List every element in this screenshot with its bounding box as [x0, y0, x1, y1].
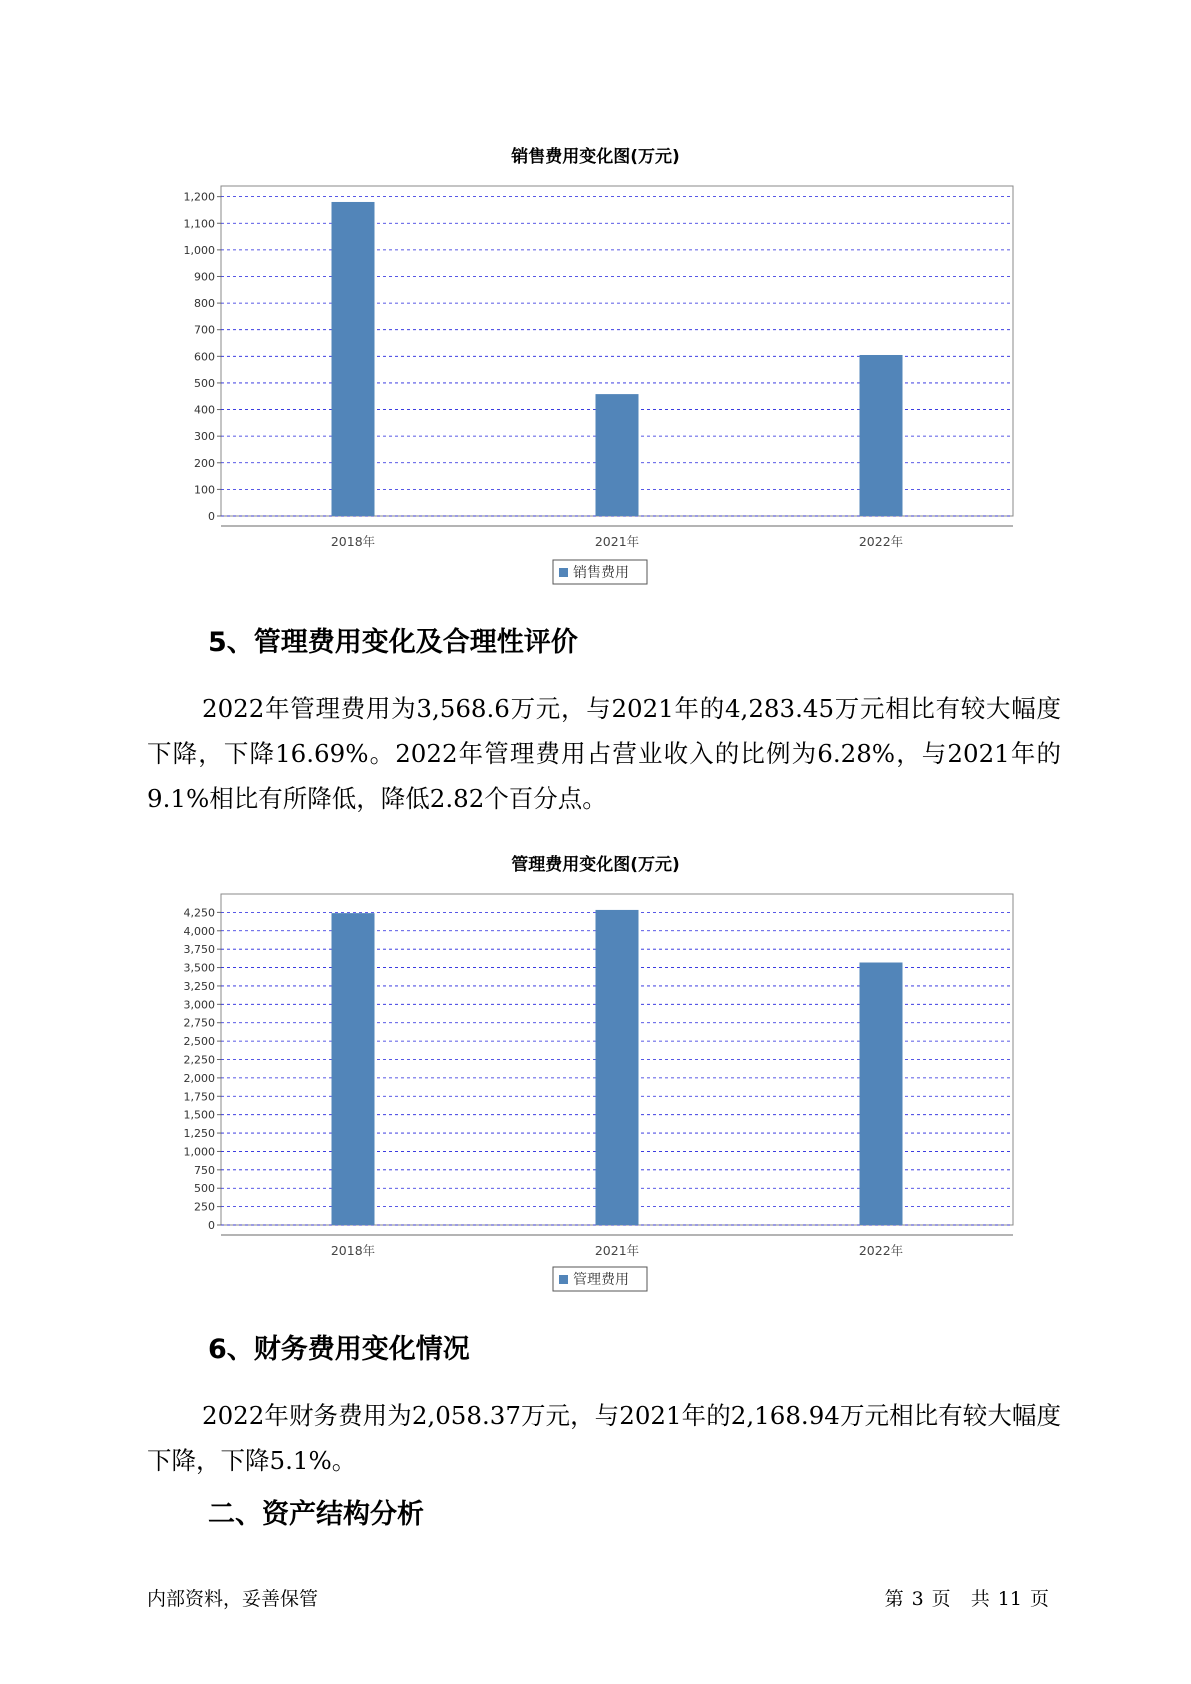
y-tick-label: 300	[194, 430, 215, 444]
footer-confidential: 内部资料，妥善保管	[147, 1588, 319, 1610]
y-tick-label: 1,250	[183, 1127, 215, 1141]
y-tick-label: 900	[194, 270, 215, 284]
section-6-text: 2022年财务费用为2,058.37万元，与2021年的2,168.94万元相比有较大幅度下降，下降5.1%。	[147, 1401, 1061, 1475]
y-tick-label: 3,750	[183, 943, 215, 957]
y-tick-label: 1,000	[183, 1145, 215, 1159]
y-tick-label: 500	[194, 1182, 215, 1196]
chart-title-admin: 管理费用变化图(万元)	[511, 855, 680, 875]
y-tick-label: 400	[194, 403, 215, 417]
y-tick-label: 800	[194, 297, 215, 311]
admin-expense-chart	[0, 878, 1191, 1308]
legend-label: 销售费用	[573, 565, 629, 581]
y-tick-label: 1,750	[183, 1090, 215, 1104]
page-prefix: 第	[884, 1588, 904, 1610]
y-tick-label: 2,500	[183, 1035, 215, 1049]
bar	[596, 394, 639, 516]
y-tick-label: 750	[194, 1163, 215, 1177]
y-tick-label: 3,000	[183, 998, 215, 1012]
total-unit: 页	[1029, 1588, 1049, 1610]
page-unit: 页	[931, 1588, 951, 1610]
bar	[596, 910, 639, 1225]
y-tick-label: 200	[194, 456, 215, 470]
y-tick-label: 1,200	[183, 190, 215, 204]
total-prefix: 共	[970, 1588, 990, 1610]
legend-swatch	[559, 1275, 568, 1284]
y-tick-label: 1,100	[183, 217, 215, 231]
page-number: 3	[911, 1588, 924, 1610]
legend-swatch	[559, 568, 568, 577]
y-tick-label: 3,500	[183, 961, 215, 975]
bar	[332, 202, 375, 516]
footer-page-number	[881, 1584, 1053, 1611]
y-tick-label: 600	[194, 350, 215, 364]
x-tick-label: 2018年	[330, 1243, 376, 1258]
section-6-paragraph	[147, 1393, 1061, 1483]
section-heading-assets: 二、资产结构分析	[208, 1499, 424, 1530]
bar	[860, 963, 903, 1225]
section-heading-6: 6、财务费用变化情况	[208, 1334, 470, 1365]
chart-title-sales: 销售费用变化图(万元)	[511, 147, 680, 167]
y-tick-label: 100	[194, 483, 215, 497]
section-5-text: 2022年管理费用为3,568.6万元，与2021年的4,283.45万元相比有较大幅度下降，下降16.69%。2022年管理费用占营业收入的比例为6.28%，与2021年的9.1%相比有所降低，降低2.82个百分点。	[147, 694, 1061, 813]
y-tick-label: 1,500	[183, 1108, 215, 1122]
x-tick-label: 2021年	[594, 1243, 640, 1258]
y-tick-label: 0	[208, 1219, 215, 1232]
y-tick-label: 3,250	[183, 979, 215, 993]
y-tick-label: 4,250	[183, 906, 215, 920]
x-tick-label: 2022年	[858, 1243, 904, 1258]
y-tick-label: 2,250	[183, 1053, 215, 1067]
total-pages: 11	[997, 1588, 1022, 1610]
y-tick-label: 700	[194, 323, 215, 337]
y-tick-label: 0	[208, 510, 215, 523]
section-heading-5: 5、管理费用变化及合理性评价	[208, 627, 578, 658]
y-tick-label: 2,750	[183, 1016, 215, 1030]
y-tick-label: 4,000	[183, 924, 215, 938]
sales-expense-chart	[0, 170, 1191, 630]
x-tick-label: 2018年	[330, 534, 376, 549]
section-5-paragraph	[147, 686, 1061, 821]
bar	[860, 355, 903, 516]
legend	[553, 560, 647, 584]
legend-label: 管理费用	[573, 1272, 629, 1288]
x-tick-label: 2021年	[594, 534, 640, 549]
bar	[332, 913, 375, 1225]
y-tick-label: 2,000	[183, 1071, 215, 1085]
y-tick-label: 1,000	[183, 243, 215, 257]
y-tick-label: 500	[194, 376, 215, 390]
legend	[553, 1267, 647, 1291]
x-tick-label: 2022年	[858, 534, 904, 549]
y-tick-label: 250	[194, 1200, 215, 1214]
